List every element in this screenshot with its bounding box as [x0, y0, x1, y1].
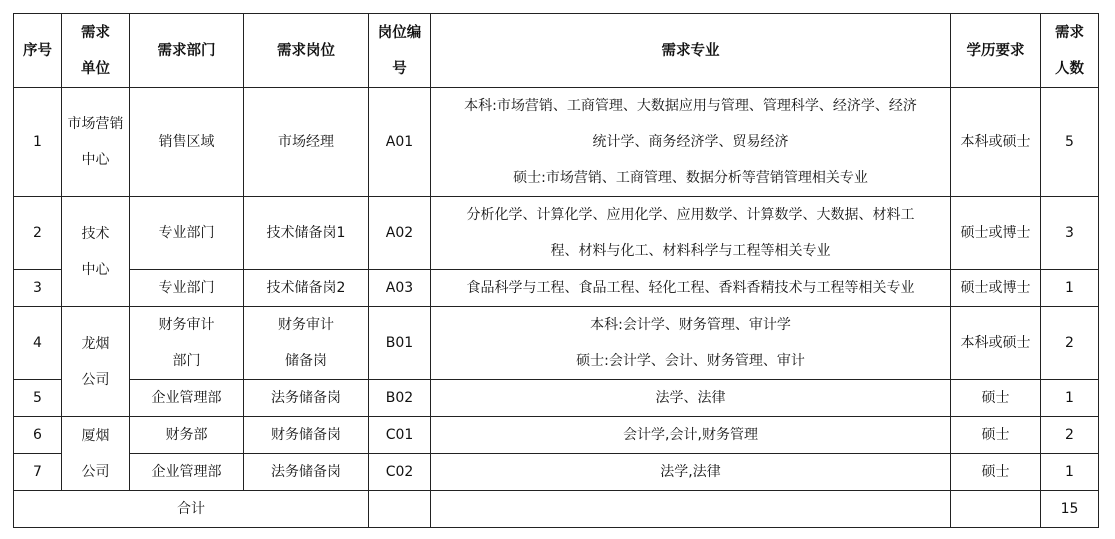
row-index: 6: [14, 417, 62, 454]
unit-cell: 市场营销 中心: [62, 88, 130, 197]
dept-cell: 财务审计 部门: [130, 307, 244, 380]
edu-cell: 硕士或博士: [951, 197, 1041, 270]
total-row: [14, 491, 1099, 528]
unit-cell: 技术 中心: [62, 197, 130, 307]
row-index: 4: [14, 307, 62, 380]
table-row: [14, 270, 1099, 307]
edu-cell: 本科或硕士: [951, 88, 1041, 197]
edu-cell: 本科或硕士: [951, 307, 1041, 380]
recruitment-table: [13, 13, 1099, 528]
header-major: 需求专业: [431, 14, 951, 88]
table-row: [14, 454, 1099, 491]
major-cell: 分析化学、计算化学、应用化学、应用数学、计算数学、大数据、材料工 程、材料与化工、材料科学与工程等相关专业: [431, 197, 951, 270]
dept-cell: 财务部: [130, 417, 244, 454]
header-edu: 学历要求: [951, 14, 1041, 88]
count-cell: 1: [1041, 270, 1099, 307]
post-cell: 财务审计 储备岗: [244, 307, 369, 380]
code-cell: A01: [369, 88, 431, 197]
edu-cell: 硕士: [951, 417, 1041, 454]
edu-cell: 硕士: [951, 380, 1041, 417]
table-row: [14, 380, 1099, 417]
header-post: 需求岗位: [244, 14, 369, 88]
total-major-empty: [431, 491, 951, 528]
row-index: 1: [14, 88, 62, 197]
unit-cell: 龙烟 公司: [62, 307, 130, 417]
table-row: [14, 197, 1099, 270]
dept-cell: 企业管理部: [130, 380, 244, 417]
header-dept: 需求部门: [130, 14, 244, 88]
row-index: 3: [14, 270, 62, 307]
header-count: 需求 人数: [1041, 14, 1099, 88]
edu-cell: 硕士或博士: [951, 270, 1041, 307]
major-cell: 法学、法律: [431, 380, 951, 417]
total-code-empty: [369, 491, 431, 528]
count-cell: 2: [1041, 417, 1099, 454]
code-cell: A02: [369, 197, 431, 270]
post-cell: 技术储备岗2: [244, 270, 369, 307]
code-cell: B02: [369, 380, 431, 417]
dept-cell: 企业管理部: [130, 454, 244, 491]
major-cell: 本科:市场营销、工商管理、大数据应用与管理、管理科学、经济学、经济 统计学、商务经济学、贸易经济 硕士:市场营销、工商管理、数据分析等营销管理相关专业: [431, 88, 951, 197]
count-cell: 5: [1041, 88, 1099, 197]
count-cell: 3: [1041, 197, 1099, 270]
total-edu-empty: [951, 491, 1041, 528]
post-cell: 法务储备岗: [244, 380, 369, 417]
row-index: 2: [14, 197, 62, 270]
count-cell: 2: [1041, 307, 1099, 380]
post-cell: 法务储备岗: [244, 454, 369, 491]
unit-cell: 厦烟 公司: [62, 417, 130, 491]
header-row: [14, 14, 1099, 88]
major-cell: 食品科学与工程、食品工程、轻化工程、香料香精技术与工程等相关专业: [431, 270, 951, 307]
code-cell: B01: [369, 307, 431, 380]
header-unit: 需求 单位: [62, 14, 130, 88]
major-cell: 本科:会计学、财务管理、审计学 硕士:会计学、会计、财务管理、审计: [431, 307, 951, 380]
post-cell: 市场经理: [244, 88, 369, 197]
post-cell: 技术储备岗1: [244, 197, 369, 270]
total-count: 15: [1041, 491, 1099, 528]
header-code: 岗位编 号: [369, 14, 431, 88]
code-cell: C02: [369, 454, 431, 491]
total-label: 合计: [14, 491, 369, 528]
dept-cell: 专业部门: [130, 270, 244, 307]
count-cell: 1: [1041, 380, 1099, 417]
major-cell: 会计学,会计,财务管理: [431, 417, 951, 454]
dept-cell: 销售区域: [130, 88, 244, 197]
code-cell: A03: [369, 270, 431, 307]
row-index: 7: [14, 454, 62, 491]
table-row: [14, 417, 1099, 454]
major-cell: 法学,法律: [431, 454, 951, 491]
post-cell: 财务储备岗: [244, 417, 369, 454]
edu-cell: 硕士: [951, 454, 1041, 491]
row-index: 5: [14, 380, 62, 417]
table-row: [14, 88, 1099, 197]
count-cell: 1: [1041, 454, 1099, 491]
table-row: [14, 307, 1099, 380]
code-cell: C01: [369, 417, 431, 454]
dept-cell: 专业部门: [130, 197, 244, 270]
header-index: 序号: [14, 14, 62, 88]
